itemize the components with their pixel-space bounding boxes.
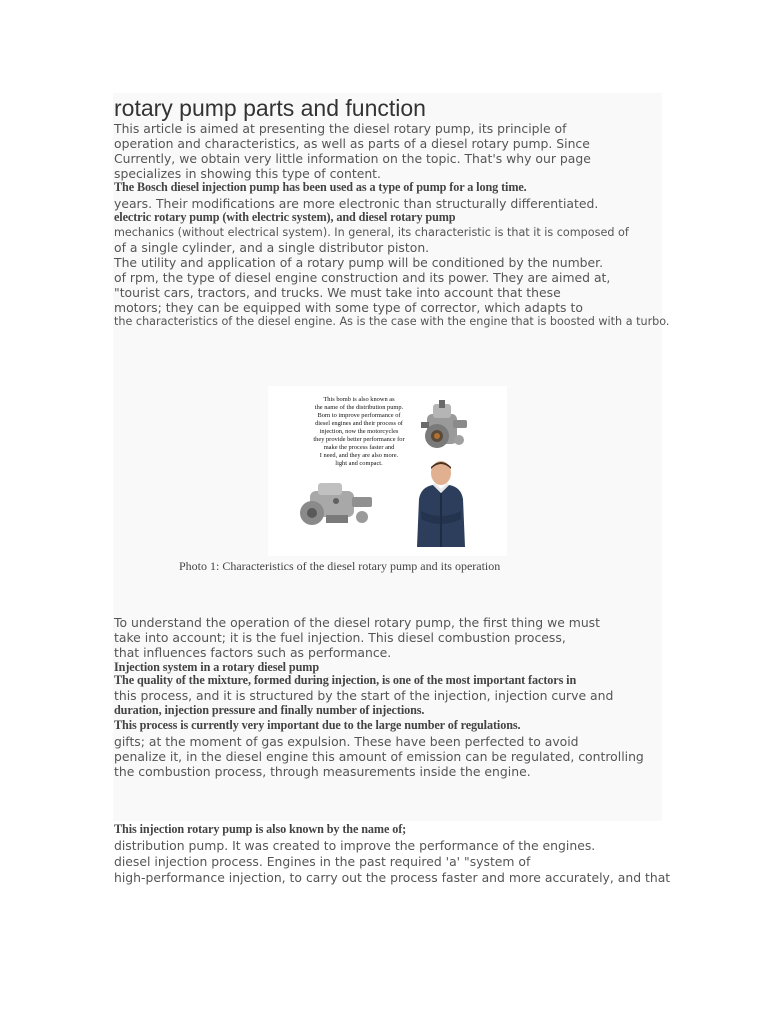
para3-line-1: To understand the operation of the diesel rotary pump, the first thing we must [114,615,600,630]
bold-line-regulations: This process is currently very important due to the large number of regulations. [114,718,521,732]
para2-line-1: of a single cylinder, and a single distributor piston. [114,240,430,255]
injection-system-heading: Injection system in a rotary diesel pump [114,660,319,674]
figure-text [304,396,414,468]
para4-line-2: penalize it, in the diesel engine this amount of emission can be regulated, controlling [114,749,644,764]
bold-line-electric: electric rotary pump (with electric system), and diesel rotary pump [114,210,456,224]
intro-line-4: specializes in showing this type of content. [114,166,381,181]
bold-line-quality: The quality of the mixture, formed during injection, is one of the most important factors in [114,673,577,687]
figure-text-line: Born to improve performance of [317,412,401,419]
line-turbo: the characteristics of the diesel engine. As is the case with the engine that is boosted with a turbo. [114,315,670,328]
mechanic-photo [411,459,471,547]
para5-line-2: diesel injection process. Engines in the past required 'a' "system of [114,854,531,869]
rotary-pump-photo [413,398,475,460]
para3-line-2: take into account; it is the fuel injection. This diesel combustion process, [114,630,566,645]
intro-line-3: Currently, we obtain very little information on the topic. That's why our page [114,151,591,166]
para4-line-1: gifts; at the moment of gas expulsion. These have been perfected to avoid [114,734,579,749]
para2-line-4: "tourist cars, tractors, and trucks. We must take into account that these [114,285,561,300]
figure-text-line: the name of the distribution pump. [314,404,404,411]
figure-text-line: injection, now the motorcycles [319,428,399,435]
line-years: years. Their modifications are more electronic than structurally differentiated. [114,196,599,211]
page-title: rotary pump parts and function [114,95,426,121]
figure-text-line: This bomb is also known as [323,396,395,403]
para4-line-3: the combustion process, through measurements inside the engine. [114,764,531,779]
figure-text-line: make the process faster and [323,444,395,451]
line-process: this process, and it is structured by the start of the injection, injection curve and [114,688,614,703]
bold-line-also-known: This injection rotary pump is also known by the name of; [114,822,407,836]
figure-caption: Photo 1: Characteristics of the diesel rotary pump and its operation [179,559,501,573]
figure-text-line: I need, and they are also more. [319,452,399,459]
figure-text-line: light and compact. [335,460,383,467]
para2-line-3: of rpm, the type of diesel engine construction and its power. They are aimed at, [114,270,611,285]
figure-text-line: diesel engines and their process of [315,420,403,427]
intro-line-2: operation and characteristics, as well as parts of a diesel rotary pump. Since [114,136,590,151]
para2-line-5: motors; they can be equipped with some type of corrector, which adapts to [114,300,583,315]
para5-line-1: distribution pump. It was created to improve the performance of the engines. [114,838,596,853]
figure-text-line: they provide better performance for [313,436,405,443]
distribution-pump-photo [296,481,376,531]
para5-line-3: high-performance injection, to carry out the process faster and more accurately, and that [114,870,671,885]
bold-line-duration: duration, injection pressure and finally number of injections. [114,703,425,717]
para3-line-3: that influences factors such as performance. [114,645,392,660]
intro-line-1: This article is aimed at presenting the diesel rotary pump, its principle of [114,121,567,136]
line-mechanics: mechanics (without electrical system). In general, its characteristic is that it is composed of [114,226,629,239]
bold-line-bosch: The Bosch diesel injection pump has been used as a type of pump for a long time. [114,180,527,194]
figure-image [268,386,507,556]
para2-line-2: The utility and application of a rotary pump will be conditioned by the number. [114,255,604,270]
